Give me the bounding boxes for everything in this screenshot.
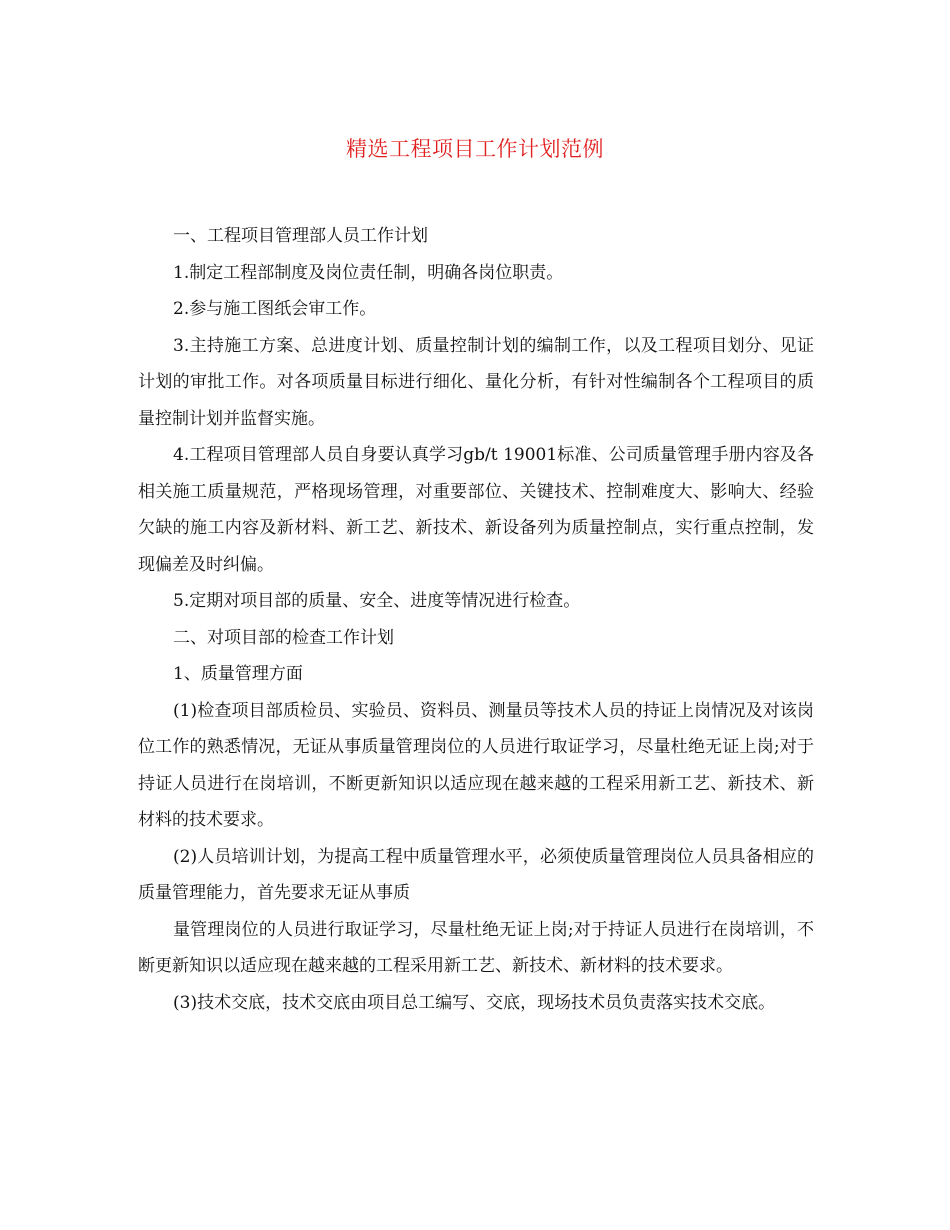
paragraph-check-1: (1)检查项目部质检员、实验员、资料员、测量员等技术人员的持证上岗情况及对该岗位工作的熟悉情况，无证从事质量管理岗位的人员进行取证学习，尽量杜绝无证上岗;对于持证人员进行在岗培训，不断更新知识以适应现在越来越的工程采用新工艺、新技术、新材料的技术要求。 xyxy=(138,700,814,830)
paragraph-item-2: 2.参与施工图纸会审工作。 xyxy=(173,299,377,319)
paragraph-check-2-continued: 量管理岗位的人员进行取证学习，尽量杜绝无证上岗;对于持证人员进行在岗培训，不断更新知识以适应现在越来越的工程采用新工艺、新技术、新材料的技术要求。 xyxy=(138,919,814,976)
section-heading-2: 二、对项目部的检查工作计划 xyxy=(173,627,394,648)
paragraph-item-3: 3.主持施工方案、总进度计划、质量控制计划的编制工作，以及工程项目划分、见证计划的审批工作。对各项质量目标进行细化、量化分析，有针对性编制各个工程项目的质量控制计划并监督实施。 xyxy=(138,335,814,429)
section-heading-1: 一、工程项目管理部人员工作计划 xyxy=(173,226,428,246)
paragraph-item-5: 5.定期对项目部的质量、安全、进度等情况进行检查。 xyxy=(173,591,581,611)
paragraph-check-2: (2)人员培训计划，为提高工程中质量管理水平，必须使质量管理岗位人员具备相应的质量管理能力，首先要求无证从事质 xyxy=(138,846,814,903)
document-body xyxy=(138,218,814,1021)
paragraph-check-3: (3)技术交底，技术交底由项目总工编写、交底，现场技术员负责落实技术交底。 xyxy=(173,992,776,1013)
subsection-heading-1: 1、质量管理方面 xyxy=(173,664,303,684)
document-title: 精选工程项目工作计划范例 xyxy=(346,137,604,161)
paragraph-item-1: 1.制定工程部制度及岗位责任制，明确各岗位职责。 xyxy=(173,262,564,283)
paragraph-item-4: 4.工程项目管理部人员自身要认真学习gb/t 19001标准、公司质量管理手册内容及各相关施工质量规范，严格现场管理，对重要部位、关键技术、控制难度大、影响大、经验欠缺的施工内容及新材料、新工艺、新技术、新设备列为质量控制点，实行重点控制，发现偏差及时纠偏。 xyxy=(138,445,814,575)
